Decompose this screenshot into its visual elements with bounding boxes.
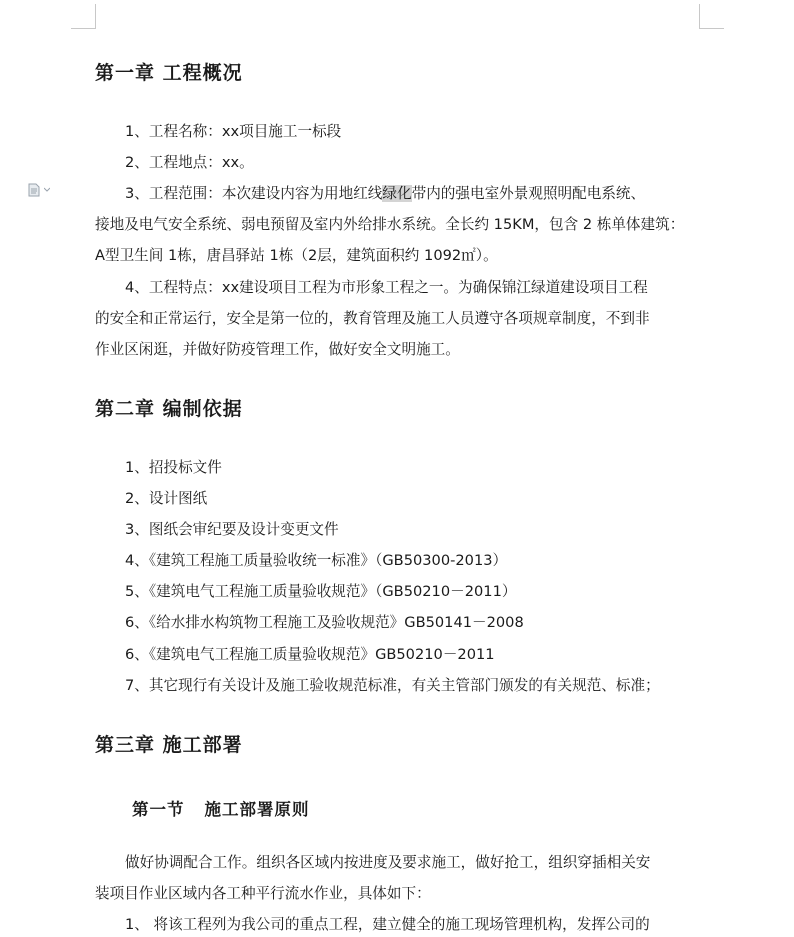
ch1-item-3-line-3: A型卫生间 1栋，唐昌驿站 1栋（2层，建筑面积约 1092㎡）。 xyxy=(95,247,498,264)
ch1-item-4-line-2: 的安全和正常运行，安全是第一位的，教育管理及施工人员遵守各项规章制度，不到非 xyxy=(95,310,650,327)
section-1-heading xyxy=(132,796,310,820)
ch2-item: 7、其它现行有关设计及施工验收规范标准，有关主管部门颁发的有关规范、标准； xyxy=(125,677,660,694)
ch2-item: 2、设计图纸 xyxy=(125,490,208,507)
section-title: 施工部署原则 xyxy=(204,800,310,819)
chapter-2-heading: 第二章 编制依据 xyxy=(95,398,243,420)
ch1-item-3-start: 3、工程范围：本次建设内容为用地红线 xyxy=(125,185,383,202)
ch1-item-3 xyxy=(125,182,645,203)
ch2-item: 6、《给水排水构筑物工程施工及验收规范》GB50141－2008 xyxy=(125,614,524,631)
ch3-paragraph-line-2: 装项目作业区域内各工种平行流水作业，具体如下： xyxy=(95,885,431,902)
section-number: 第一节 xyxy=(132,800,185,819)
chevron-down-icon xyxy=(44,187,50,193)
ch1-item-1: 1、工程名称：xx项目施工一标段 xyxy=(125,123,342,140)
highlighted-text[interactable]: 绿化 xyxy=(382,185,412,202)
paragraph-marker[interactable] xyxy=(28,182,50,198)
ch2-item: 3、图纸会审纪要及设计变更文件 xyxy=(125,521,339,538)
document-icon xyxy=(28,183,40,197)
chapter-1-heading: 第一章 工程概况 xyxy=(95,62,243,84)
ch3-item-1: 1、 将该工程列为我公司的重点工程，建立健全的施工现场管理机构，发挥公司的 xyxy=(125,916,650,933)
ch2-item: 5、《建筑电气工程施工质量验收规范》（GB50210－2011） xyxy=(125,583,517,600)
ch1-item-2: 2、工程地点：xx。 xyxy=(125,154,254,171)
ch2-item: 4、《建筑工程施工质量验收统一标准》（GB50300-2013） xyxy=(125,552,508,569)
chapter-3-heading: 第三章 施工部署 xyxy=(95,734,243,756)
ch2-item: 1、招投标文件 xyxy=(125,459,222,476)
page-corner-top-left xyxy=(71,4,96,29)
ch1-item-4: 4、工程特点：xx建设项目工程为市形象工程之一。为确保锦江绿道建设项目工程 xyxy=(125,279,648,296)
ch1-item-4-line-3: 作业区闲逛，并做好防疫管理工作，做好安全文明施工。 xyxy=(95,341,460,358)
ch1-item-3-end: 带内的强电室外景观照明配电系统、 xyxy=(411,185,646,202)
ch2-item: 6、《建筑电气工程施工质量验收规范》GB50210－2011 xyxy=(125,646,495,663)
ch1-item-3-line-2: 接地及电气安全系统、弱电预留及室内外给排水系统。全长约 15KM，包含 2 栋单体建筑： xyxy=(95,216,685,233)
ch3-paragraph: 做好协调配合工作。组织各区域内按进度及要求施工，做好抢工，组织穿插相关安 xyxy=(125,854,651,871)
page-corner-top-right xyxy=(699,4,724,29)
